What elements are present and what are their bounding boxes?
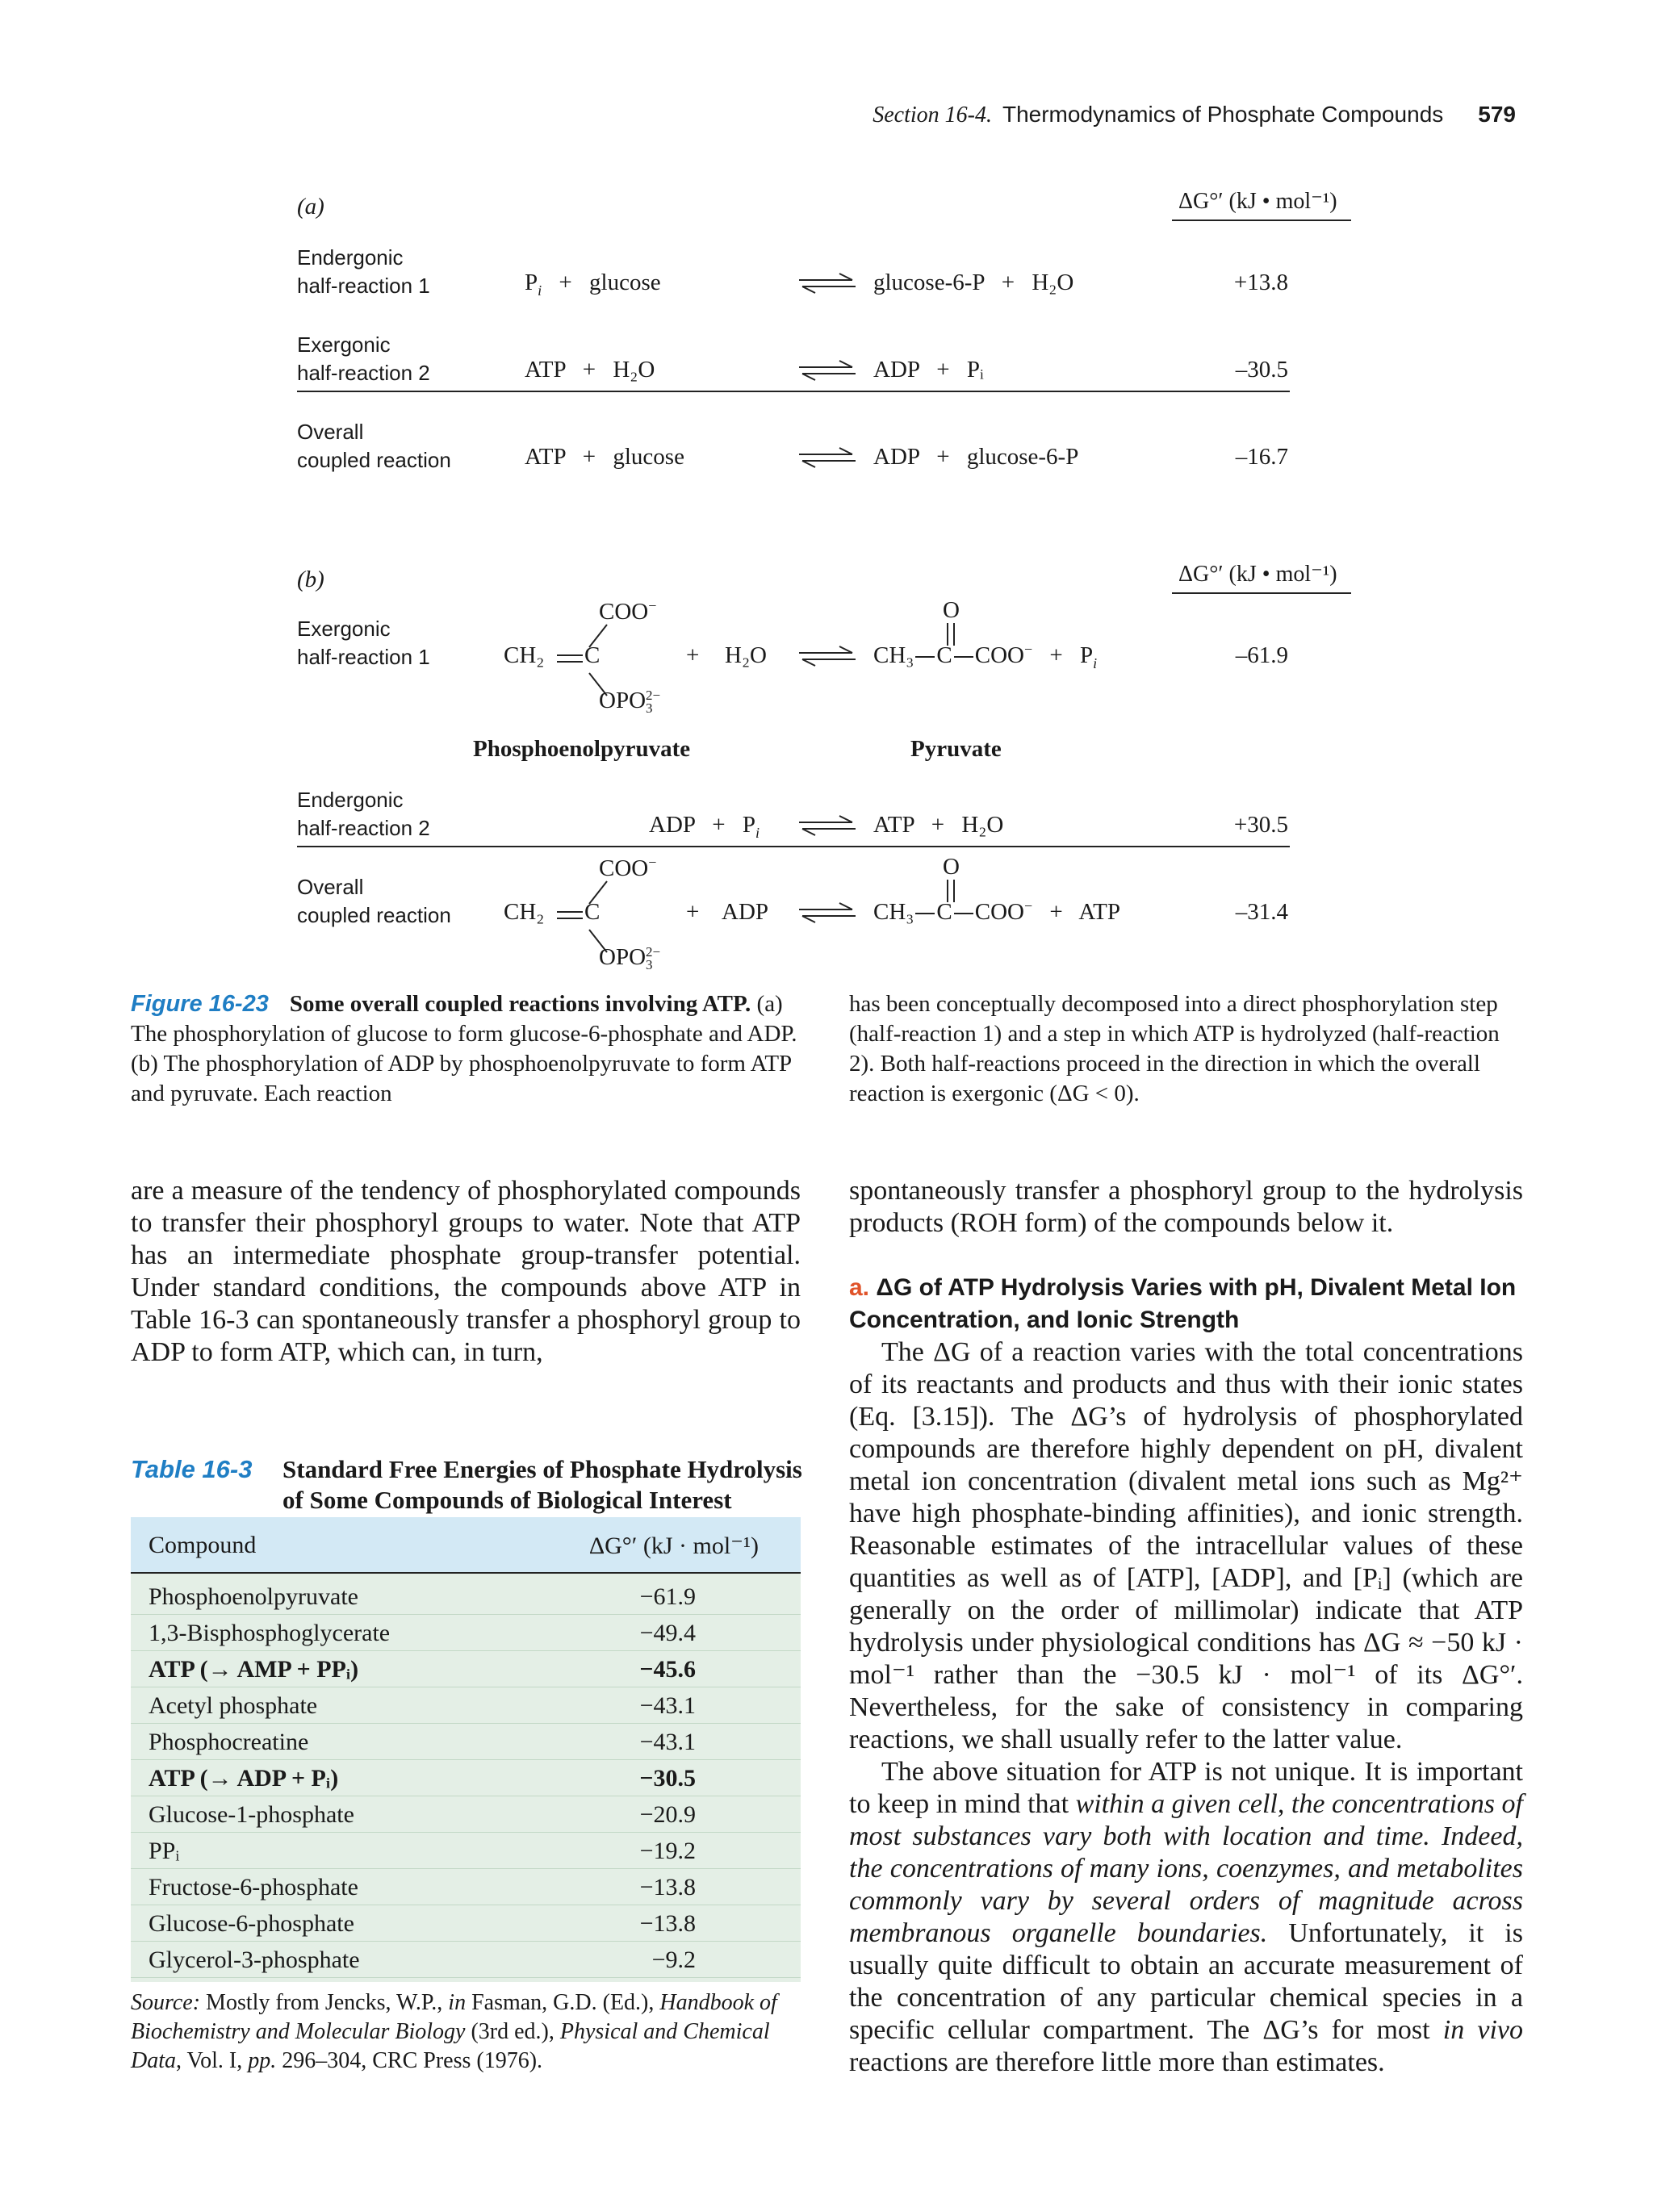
pep-phosphate bbox=[599, 944, 660, 972]
part-a-row2-products bbox=[873, 357, 984, 383]
pyruvate-chain bbox=[873, 899, 1120, 926]
phosphate: P bbox=[1080, 642, 1094, 668]
column-header-compound: Compound bbox=[149, 1532, 257, 1558]
atp: ATP bbox=[1078, 899, 1120, 925]
charge: − bbox=[648, 854, 657, 871]
part-a-row1-reactants bbox=[525, 270, 661, 299]
charge: − bbox=[1023, 641, 1033, 658]
plus-sign: + bbox=[686, 899, 700, 925]
reactant: H₂O bbox=[613, 357, 655, 383]
label-line: half-reaction 2 bbox=[297, 361, 430, 385]
plus-sign: + bbox=[686, 642, 700, 668]
part-b-label: (b) bbox=[297, 567, 324, 592]
table-cell-dg: −61.9 bbox=[639, 1583, 696, 1610]
text-run: Unfortunately, it is usually quite difficult to obtain an accurate measurement of the concentration of any particular chemical species in a specific cellular compartment. The ΔG’s for most bbox=[849, 1918, 1523, 2045]
equilibrium-arrow-icon bbox=[799, 360, 856, 381]
part-a-label: (a) bbox=[297, 194, 324, 220]
table-row bbox=[131, 1651, 801, 1687]
plus-sign: + bbox=[559, 270, 572, 295]
plus-sign: + bbox=[1001, 270, 1015, 295]
label-line: Overall bbox=[297, 875, 364, 899]
product: glucose-6-P bbox=[966, 444, 1079, 470]
text-run: (3rd ed.), bbox=[465, 2019, 560, 2044]
group-text: CH₂ bbox=[504, 642, 545, 668]
label-line: half-reaction 1 bbox=[297, 274, 430, 298]
table-row bbox=[131, 1579, 801, 1615]
table-cell-compound: PPᵢ bbox=[149, 1838, 180, 1864]
table-cell-compound: 1,3-Bisphosphoglycerate bbox=[149, 1620, 391, 1646]
part-b-row2-label bbox=[297, 786, 430, 843]
section-title: Thermodynamics of Phosphate Compounds bbox=[1002, 102, 1444, 127]
part-b-dg-header: ΔG°′ (kJ • mol⁻¹) bbox=[1178, 562, 1337, 587]
section-letter: a. bbox=[849, 1274, 870, 1301]
table-cell-compound: Glucose-1-phosphate bbox=[149, 1801, 354, 1828]
product: H₂O bbox=[1032, 270, 1074, 295]
part-b-row2-value: +30.5 bbox=[1233, 812, 1288, 838]
table-cell-dg: −9.2 bbox=[651, 1946, 696, 1973]
page-number: 579 bbox=[1478, 102, 1516, 127]
table-cell-dg: −43.1 bbox=[639, 1729, 696, 1755]
table-cell-compound: Phosphoenolpyruvate bbox=[149, 1583, 358, 1610]
pep-name: Phosphoenolpyruvate bbox=[473, 736, 691, 762]
reactant: P bbox=[742, 812, 755, 838]
label-line: coupled reaction bbox=[297, 448, 451, 472]
group-text: C bbox=[936, 899, 952, 925]
reactant: glucose bbox=[589, 270, 661, 295]
table-row bbox=[131, 1724, 801, 1760]
reactant: ATP bbox=[525, 357, 566, 383]
charge: − bbox=[648, 597, 657, 614]
figure-number: Figure 16-23 bbox=[131, 991, 269, 1017]
label-line: Exergonic bbox=[297, 332, 391, 357]
caption-text: (a) The phosphorylation of glucose to form glucose-6-phosphate and ADP. (b) The phosphorylation of ADP by phosphoenolpyruvate to form ATP and pyruvate. Each reaction bbox=[131, 991, 797, 1106]
label-line: Overall bbox=[297, 420, 364, 444]
figure-caption-left bbox=[131, 989, 801, 1109]
right-column-text bbox=[849, 1336, 1523, 2079]
italic-run: Handbook of Biochemistry and Molecular Biology bbox=[131, 1990, 777, 2044]
right-column-text-top: spontaneously transfer a phosphoryl group to the hydrolysis products (ROH form) of the compounds below it. bbox=[849, 1176, 1523, 1238]
column-header-dg: ΔG°′ (kJ · mol⁻¹) bbox=[588, 1533, 759, 1559]
double-bond-icon bbox=[555, 909, 584, 922]
table-cell-dg: −45.6 bbox=[639, 1656, 696, 1683]
text-run: , Vol. I, bbox=[176, 2048, 249, 2073]
equilibrium-arrow-icon bbox=[799, 646, 856, 667]
reactant: glucose bbox=[613, 444, 684, 470]
label-line: coupled reaction bbox=[297, 903, 451, 927]
subscript: i bbox=[755, 824, 760, 841]
table-cell-compound: ATP (→ ADP + Pᵢ) bbox=[149, 1765, 339, 1792]
label-line: Endergonic bbox=[297, 245, 404, 270]
part-a-row3-label bbox=[297, 418, 451, 475]
italic-run: in vivo bbox=[1442, 2015, 1523, 2045]
reactant: ADP bbox=[649, 812, 695, 838]
group-text: CH₃ bbox=[873, 899, 914, 925]
label-line: half-reaction 1 bbox=[297, 645, 430, 669]
table-cell-dg: −30.5 bbox=[639, 1765, 696, 1792]
label-line: Exergonic bbox=[297, 617, 391, 641]
part-a-row1-value: +13.8 bbox=[1233, 270, 1288, 295]
section-number: Section 16-4. bbox=[873, 102, 992, 128]
pyruvate-oxygen: O bbox=[943, 597, 960, 623]
pep-phosphate bbox=[599, 688, 660, 715]
figure-title: Some overall coupled reactions involving ATP. bbox=[289, 991, 751, 1017]
text-run: reactions are therefore little more than estimates. bbox=[849, 2047, 1385, 2077]
italic-run: pp. bbox=[248, 2048, 277, 2073]
table-row bbox=[131, 1796, 801, 1833]
part-a-dg-header: ΔG°′ (kJ • mol⁻¹) bbox=[1178, 189, 1337, 214]
plus-sign: + bbox=[712, 812, 726, 838]
group-text: CH₃ bbox=[873, 642, 914, 668]
part-a-row1-products bbox=[873, 270, 1073, 296]
section-heading bbox=[849, 1272, 1523, 1336]
table-cell-compound: Glycerol-3-phosphate bbox=[149, 1946, 360, 1973]
single-bond bbox=[915, 913, 935, 914]
pep-ch2: CH₂ bbox=[504, 899, 545, 925]
table-cell-compound: ATP (→ AMP + PPᵢ) bbox=[149, 1656, 359, 1683]
table-cell-dg: −13.8 bbox=[639, 1874, 696, 1900]
part-b-row1-label bbox=[297, 615, 430, 671]
group-text: OPO bbox=[599, 688, 647, 713]
label-line: half-reaction 2 bbox=[297, 816, 430, 840]
section-heading-text: ΔG of ATP Hydrolysis Varies with pH, Divalent Metal Ion Concentration, and Ionic Strength bbox=[849, 1274, 1517, 1333]
table-row bbox=[131, 1905, 801, 1942]
table-cell-dg: −43.1 bbox=[639, 1692, 696, 1719]
table-row bbox=[131, 1833, 801, 1869]
table-row bbox=[131, 1869, 801, 1905]
group-text: COO bbox=[599, 599, 649, 625]
italic-run: Physical and Chemical Data bbox=[131, 2019, 770, 2073]
water: H₂O bbox=[725, 642, 767, 668]
figure-caption-right: has been conceptually decomposed into a direct phosphorylation step (half-reaction 1) and a step in which ATP is hydrolyzed (half-reaction 2). Both half-reactions proceed in the direction in which the overall reaction is exergonic (ΔG < 0). bbox=[849, 991, 1500, 1106]
charge-sub: 2− 3 bbox=[646, 688, 661, 717]
table-cell-dg: −13.8 bbox=[639, 1910, 696, 1937]
plus-sign: + bbox=[936, 444, 950, 470]
product: ATP bbox=[873, 812, 914, 838]
charge: − bbox=[1023, 897, 1033, 914]
part-b-row2-products bbox=[873, 812, 1003, 838]
single-bond bbox=[954, 656, 973, 658]
italic-run: in bbox=[448, 1990, 467, 2015]
double-bond-icon bbox=[555, 652, 584, 665]
product: glucose-6-P bbox=[873, 270, 985, 295]
table-source-note bbox=[131, 1988, 801, 2076]
product: Pᵢ bbox=[966, 357, 984, 383]
product: H₂O bbox=[961, 812, 1004, 838]
pep-ch2 bbox=[504, 642, 544, 669]
table-cell-dg: −20.9 bbox=[639, 1801, 696, 1828]
pep-carboxylate bbox=[599, 855, 656, 882]
plus-sign: + bbox=[582, 357, 596, 383]
table-row bbox=[131, 1615, 801, 1651]
pep-carbon: C bbox=[584, 899, 601, 925]
group-text: C bbox=[936, 642, 952, 668]
part-b-sum-rule bbox=[297, 846, 1290, 847]
table-title-text: Standard Free Energies of Phosphate Hydrolysis of Some Compounds of Biological Interest bbox=[282, 1455, 802, 1514]
part-b-row1-value: –61.9 bbox=[1235, 642, 1288, 668]
equilibrium-arrow-icon bbox=[799, 273, 856, 294]
text-run: Mostly from Jencks, W.P., bbox=[200, 1990, 449, 2015]
reactant: ATP bbox=[525, 444, 566, 470]
text-run: The above situation for ATP is not unique. It is important to keep in mind that bbox=[849, 1757, 1523, 1819]
equilibrium-arrow-icon bbox=[799, 902, 856, 923]
text-run: 296–304, CRC Press (1976). bbox=[276, 2048, 543, 2073]
plus-sign: + bbox=[1049, 899, 1063, 925]
italic-run: within a given cell, the concentrations of most substances vary both with location and time. Indeed, the concentrations of many ions, coenzymes, and metabolites commonly vary by several orders of magnitude across membranous organelle boundaries. bbox=[849, 1789, 1523, 1948]
part-b-row3-label bbox=[297, 873, 451, 930]
part-a-row3-reactants bbox=[525, 444, 684, 470]
equilibrium-arrow-icon bbox=[799, 815, 856, 836]
table-cell-compound: Acetyl phosphate bbox=[149, 1692, 318, 1719]
table-row bbox=[131, 1760, 801, 1796]
single-bond bbox=[915, 656, 935, 658]
part-a-row2-value: –30.5 bbox=[1235, 357, 1288, 383]
single-bond bbox=[954, 913, 973, 914]
table-header bbox=[131, 1517, 801, 1574]
label-line: Endergonic bbox=[297, 788, 404, 812]
pyruvate-name: Pyruvate bbox=[910, 736, 1002, 762]
subscript: i bbox=[538, 282, 542, 299]
paragraph bbox=[849, 1756, 1523, 2079]
left-column-text: are a measure of the tendency of phosphorylated compounds to transfer their phosphoryl groups to water. Note that ATP has an intermediate phosphate group-transfer potential. Under standard conditions, the compounds above ATP in Table 16-3 can spontaneously transfer a phosphoryl group to ADP to form ATP, which can, in turn, bbox=[131, 1176, 801, 1367]
running-head bbox=[873, 102, 1516, 128]
dg-header-rule bbox=[1172, 592, 1351, 594]
part-a-row1-label bbox=[297, 244, 430, 300]
group-text: COO bbox=[974, 899, 1024, 925]
plus-sign: + bbox=[1049, 642, 1063, 668]
plus-sign: + bbox=[936, 357, 950, 383]
table-cell-dg: −19.2 bbox=[639, 1838, 696, 1864]
table-cell-compound: Phosphocreatine bbox=[149, 1729, 309, 1755]
text-run: Fasman, G.D. (Ed.), bbox=[466, 1990, 660, 2015]
equilibrium-arrow-icon bbox=[799, 447, 856, 468]
part-a-row3-products bbox=[873, 444, 1078, 470]
charge-sub: 2− 3 bbox=[646, 944, 661, 973]
part-a-row2-label bbox=[297, 331, 430, 387]
part-b-row3-value: –31.4 bbox=[1235, 899, 1288, 925]
table-cell-compound: Fructose-6-phosphate bbox=[149, 1874, 358, 1900]
reactant: P bbox=[525, 270, 538, 295]
pyruvate-chain bbox=[873, 642, 1097, 669]
table-number: Table 16-3 bbox=[131, 1455, 253, 1483]
dg-header-rule bbox=[1172, 220, 1351, 221]
part-a-sum-rule bbox=[297, 391, 1290, 392]
subscript: i bbox=[1093, 654, 1098, 671]
product: ADP bbox=[873, 444, 919, 470]
group-text: OPO bbox=[599, 944, 647, 970]
product: ADP bbox=[873, 357, 919, 383]
table-cell-dg: −49.4 bbox=[639, 1620, 696, 1646]
group-text: COO bbox=[974, 642, 1024, 668]
pyruvate-oxygen: O bbox=[943, 854, 960, 880]
paragraph: The ΔG of a reaction varies with the total concentrations of its reactants and products and thus with their ionic states (Eq. [3.15]). The ΔG’s of hydrolysis of phosphorylated compounds are therefore highly dependent on pH, divalent metal ion concentration (divalent metal ions such as Mg²⁺ have high phosphate-binding affinities), and ionic strength. Reasonable estimates of the intracellular values of these quantities as well as of [ATP], [ADP], and [Pᵢ] (which are generally on the order of millimolar) indicate that ATP hydrolysis under physiological conditions has ΔG ≈ −50 kJ · mol⁻¹ rather than the −30.5 kJ · mol⁻¹ of its ΔG°′. Nevertheless, for the sake of consistency in comparing reactions, we shall usually refer to the latter value. bbox=[849, 1337, 1523, 1754]
plus-sign: + bbox=[582, 444, 596, 470]
source-label: Source: bbox=[131, 1990, 201, 2015]
pep-carbon: C bbox=[584, 642, 601, 668]
part-a-row3-value: –16.7 bbox=[1235, 444, 1288, 470]
part-b-row2-reactants bbox=[649, 812, 760, 841]
table-cell-compound: Glucose-6-phosphate bbox=[149, 1910, 354, 1937]
adp: ADP bbox=[722, 899, 769, 925]
group-text: COO bbox=[599, 855, 649, 881]
pep-carboxylate bbox=[599, 599, 656, 625]
table-row bbox=[131, 1942, 801, 1978]
part-a-row2-reactants bbox=[525, 357, 655, 383]
plus-sign: + bbox=[931, 812, 945, 838]
table-row bbox=[131, 1687, 801, 1724]
